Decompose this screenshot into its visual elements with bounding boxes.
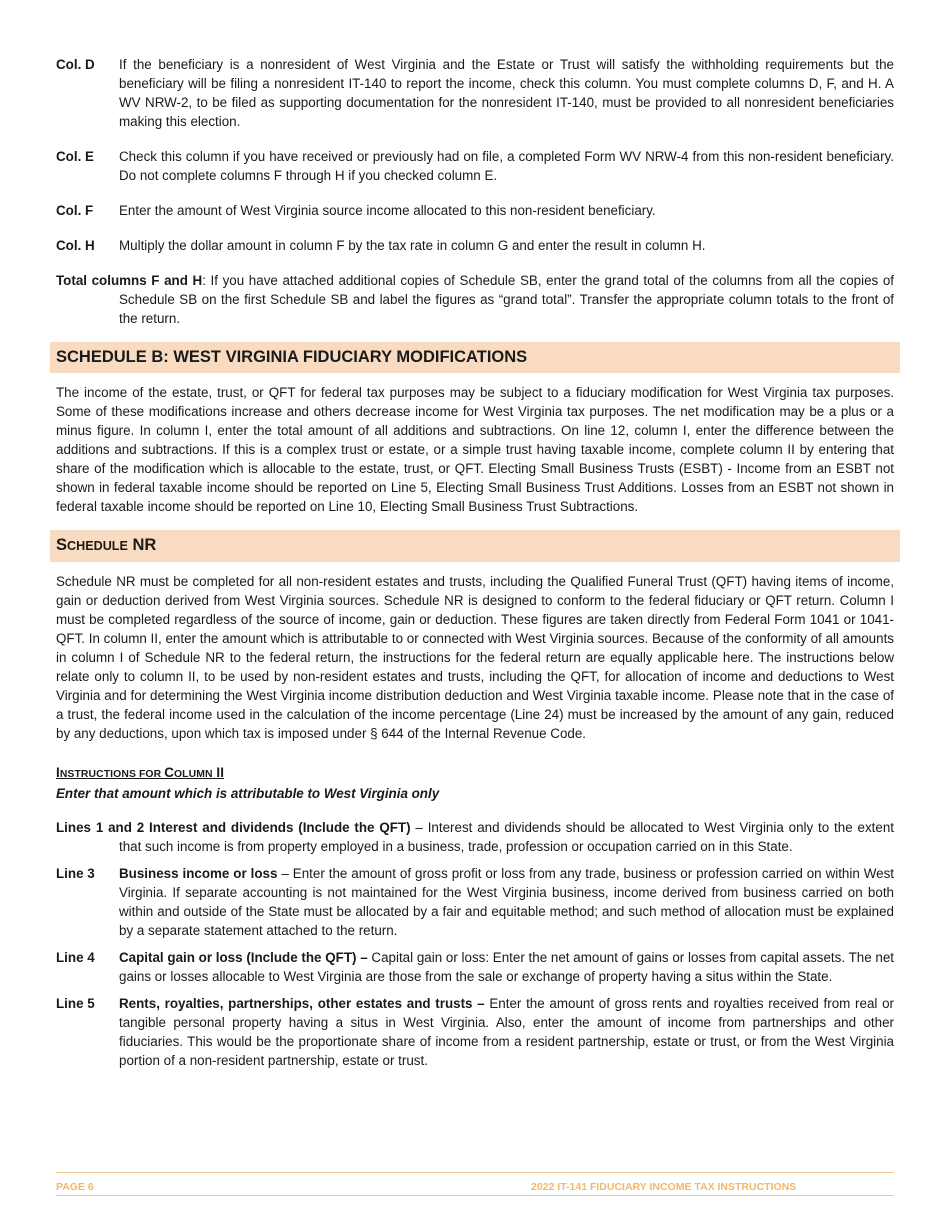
instructions-heading bbox=[56, 763, 894, 784]
line-5-text: Enter the amount of gross rents and royalties received from real or tangible personal property having a situs in West Virginia. Also, enter the amount of income from partnerships and other fiduciaries. This would be the proportionate share of income from a resident partnership, estate or trust, or from the West Virginia portion of a non-resident partnership, estate or trust. bbox=[119, 996, 894, 1068]
schedule-nr-heading-end: NR bbox=[127, 536, 157, 554]
col-f-entry bbox=[56, 201, 894, 220]
line-3-label: Line 3 bbox=[56, 866, 95, 881]
schedule-nr-heading-rest: CHEDULE bbox=[67, 539, 128, 553]
col-d-text: If the beneficiary is a nonresident of West Virginia and the Estate or Trust will satisfy the withholding requirements but the beneficiary will be filing a nonresident IT-140 to report the income, check this column. You must complete columns D, F, and H. A WV NRW-2, to be filed as supporting documentation for the nonresident IT-140, must be provided to all nonresident beneficiaries making this election. bbox=[119, 57, 894, 129]
footer-page-number: PAGE 6 bbox=[56, 1181, 94, 1193]
total-columns-label: Total columns F and H bbox=[56, 273, 203, 288]
col-e-entry bbox=[56, 147, 894, 185]
line-5-entry bbox=[56, 994, 894, 1070]
instructions-heading-p2: C bbox=[164, 765, 174, 780]
schedule-b-body: The income of the estate, trust, or QFT for federal tax purposes may be subject to a fiduciary modification for West Virginia tax purposes. Some of these modifications increase and others decrease income for West Virginia tax purposes. The net modification may be a plus or a minus figure. In column I, enter the total amount of all additions and subtractions. On line 12, column I, enter the difference between the additions and subtractions. If this is a complex trust or estate, or a simple trust having taxable income, complete column II by entering that share of the modification which is allocable to the estate, trust, or QFT. Electing Small Business Trusts (ESBT) - Income from an ESBT not shown in federal taxable income should be reported on Line 5, Electing Small Business Trust Additions. Losses from an ESBT not shown in federal taxable income should be reported on Line 10, Electing Small Business Trust Subtractions. bbox=[56, 385, 894, 514]
col-d-label: Col. D bbox=[56, 57, 95, 72]
col-e-label: Col. E bbox=[56, 149, 94, 164]
instructions-subheading: Enter that amount which is attributable to West Virginia only bbox=[56, 786, 440, 801]
col-e-text: Check this column if you have received or previously had on file, a completed Form WV NRW-4 from this non-resident beneficiary. Do not complete columns F through H if you checked column E. bbox=[119, 149, 894, 183]
col-h-text: Multiply the dollar amount in column F by the tax rate in column G and enter the result in column H. bbox=[119, 238, 706, 253]
page-footer bbox=[56, 1172, 894, 1196]
footer-title: 2022 IT-141 FIDUCIARY INCOME TAX INSTRUCTIONS bbox=[531, 1181, 797, 1193]
line-3-body bbox=[119, 864, 894, 940]
line-5-title: Rents, royalties, partnerships, other estates and trusts – bbox=[119, 996, 485, 1011]
line-5-label: Line 5 bbox=[56, 996, 95, 1011]
total-columns-entry bbox=[56, 271, 894, 328]
col-h-entry bbox=[56, 236, 894, 255]
schedule-nr-body: Schedule NR must be completed for all non-resident estates and trusts, including the Qualified Funeral Trust (QFT) having items of income, gain or deduction derived from West Virginia sources. Schedule NR is designed to conform to the federal fiduciary or QFT return. Column I must be completed regardless of the source of income, gain or deduction. These figures are taken directly from Federal Form 1041 or 1041-QFT. In column II, enter the amount which is attributable to or connected with West Virginia sources. Because of the conformity of all amounts in column I of Schedule NR to the federal return, the instructions for the federal return are equally applicable here. The instructions below relate only to column II, to be used by non-resident estates and trusts, including the QFT, for allocation of income and deductions to West Virginia and for determining the West Virginia income distribution deduction and West Virginia taxable income. Please note that in the case of a trust, the federal income used in the calculation of the income percentage (Line 24) must be increased by the amount of any gain, reduced by any deductions, upon which tax is imposed under § 644 of the Internal Revenue Code. bbox=[56, 574, 894, 741]
instructions-heading-p0: I bbox=[56, 765, 60, 780]
line-5-body bbox=[119, 994, 894, 1070]
lines-1-2-text: – Interest and dividends should be allocated to West Virginia only to the extent that such income is from property employed in a business, trade, profession or occupation carried on in this State. bbox=[119, 820, 894, 854]
schedule-nr-heading bbox=[50, 530, 900, 562]
line-4-title: Capital gain or loss (Include the QFT) – bbox=[119, 950, 368, 965]
instructions-heading-p3: OLUMN bbox=[173, 769, 213, 780]
line-3-entry bbox=[56, 864, 894, 940]
lines-1-2-label: Lines 1 and 2 Interest and dividends (Include the QFT) bbox=[56, 820, 411, 835]
line-4-text: Capital gain or loss: Enter the net amount of gains or losses from capital assets. The net gains or losses allocable to West Virginia are those from the sale or exchange of property having a situs within the State. bbox=[119, 950, 895, 984]
line-3-title: Business income or loss bbox=[119, 866, 278, 881]
col-f-text: Enter the amount of West Virginia source income allocated to this non-resident beneficiary. bbox=[119, 203, 656, 218]
line-4-body bbox=[119, 948, 894, 986]
instructions-heading-p4: II bbox=[212, 765, 225, 780]
schedule-b-heading: SCHEDULE B: WEST VIRGINIA FIDUCIARY MODIFICATIONS bbox=[50, 342, 900, 373]
line-4-entry bbox=[56, 948, 894, 986]
schedule-nr-heading-first: S bbox=[56, 536, 68, 554]
col-d-entry bbox=[56, 55, 894, 131]
line-3-text: – Enter the amount of gross profit or loss from any trade, business or profession carried on within West Virginia. If separate accounting is not maintained for the West Virginia business, income derived from business carried on both within and outside of the State must be allocated by a fair and equitable method; and such method of allocation must be explained by a separate statement attached to the return. bbox=[119, 866, 895, 938]
total-columns-text: : If you have attached additional copies of Schedule SB, enter the grand total of the columns from all the copies of Schedule SB on the first Schedule SB and label the figures as “grand total”. Transfer the appropriate column totals to the front of the return. bbox=[119, 273, 894, 326]
page-content bbox=[56, 55, 894, 1078]
col-f-label: Col. F bbox=[56, 203, 94, 218]
instructions-heading-p1: NSTRUCTIONS FOR bbox=[59, 769, 165, 780]
col-h-label: Col. H bbox=[56, 238, 95, 253]
lines-1-2-entry bbox=[56, 818, 894, 856]
line-4-label: Line 4 bbox=[56, 950, 95, 965]
